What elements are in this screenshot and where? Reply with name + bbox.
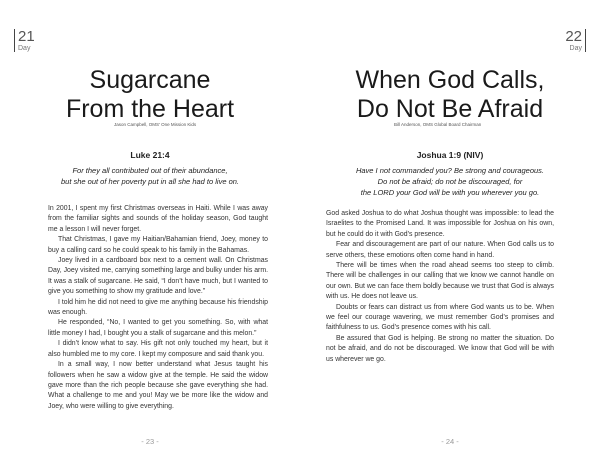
author-credit: Jason Campbell, OMS' One Mission Kids: [114, 122, 197, 127]
paragraph: Doubts or fears can distract us from where God wants us to be. When we feel our courage wavering, we must remember God’s promises and faithfulness to us. God’s presence comes with his call.: [326, 303, 554, 332]
title-line-1: When God Calls,: [355, 66, 545, 94]
paragraph: He responded, “No, I wanted to get you something. So, with what little money I had, I bought you a stalk of sugarcane and this melon.”: [48, 319, 268, 337]
verse-line-1: Have I not commanded you? Be strong and courageous.: [355, 166, 545, 175]
day-number: 21: [18, 28, 35, 45]
paragraph: In 2001, I spent my first Christmas overseas in Haiti. While I was away from the familiar sights and sounds of the holiday season, God taught me a lesson I will never forget.: [48, 205, 268, 233]
right-page: [300, 0, 600, 463]
day-label: Day: [569, 45, 582, 52]
title-line-2: From the Heart: [65, 95, 235, 123]
paragraph: I told him he did not need to give me anything because his friendship was enough.: [48, 298, 268, 317]
devotion-body: [48, 204, 268, 412]
page-number: - 24 -: [441, 437, 459, 446]
paragraph: I didn’t know what to say. His gift not only touched my heart, but it also humbled me to my core. I kept my composure and said thank you.: [48, 340, 268, 358]
verse-line-2: but she out of her poverty put in all she had to live on.: [60, 177, 240, 186]
verse-line-3: the LORD your God will be with you wherever you go.: [360, 188, 540, 197]
author-credit: Bill Anderson, OMS Global Board Chairman: [394, 122, 482, 127]
scripture-reference: Luke 21:4: [130, 150, 170, 160]
paragraph: God asked Joshua to do what Joshua thought was impossible: to lead the Israelites to the Promised Land. It was impossible for Joshua on his own, but he could do it with God’s presence.: [326, 210, 554, 238]
paragraph: There will be times when the road ahead seems too steep to climb. There will be challenges in our calling that we know we cannot handle on our own. But we can face them boldly because we trust that God is always with us. He does not leave us.: [326, 262, 554, 301]
devotion-body: [326, 209, 554, 365]
verse-line-1: For they all contributed out of their abundance,: [72, 166, 228, 175]
paragraph: Be assured that God is helping. Be strong no matter the situation. Do not be afraid, and do not be discouraged. We know that God will be with us wherever we go.: [326, 334, 554, 363]
day-marker: [565, 29, 586, 52]
page-number: - 23 -: [141, 437, 159, 446]
devotion-title: [0, 66, 300, 124]
scripture-reference: Joshua 1:9 (NIV): [416, 150, 484, 160]
paragraph: Fear and discouragement are part of our nature. When God calls us to serve others, these emotions often come hand in hand.: [326, 241, 554, 259]
paragraph: In a small way, I now better understand what Jesus taught his followers when he saw a widow give at the temple. He said the widow gave more than the rich people because she gave everything she had. What a challenge to me and you! May we be more like the widow and Joey, who were willing to give everything.: [48, 361, 268, 410]
day-number: 22: [565, 28, 582, 45]
title-line-2: Do Not Be Afraid: [356, 95, 544, 123]
devotion-title: [300, 66, 600, 124]
paragraph: That Christmas, I gave my Haitian/Bahamian friend, Joey, money to buy a calling card so he could speak to his family in the Bahamas.: [48, 236, 268, 254]
verse-line-2: Do not be afraid; do not be discouraged, for: [377, 177, 523, 186]
day-marker: [14, 29, 35, 52]
scripture-verse: [340, 165, 560, 198]
paragraph: Joey lived in a cardboard box next to a cement wall. On Christmas Day, Joey visited me, carrying something large and bulky under his arm. It was a stalk of sugarcane. He said, “I don’t have much, but I wanted to give you something to show my gratitude and love.”: [48, 257, 268, 296]
scripture-verse: [40, 165, 260, 187]
title-line-1: Sugarcane: [89, 66, 211, 94]
day-label: Day: [18, 45, 31, 52]
